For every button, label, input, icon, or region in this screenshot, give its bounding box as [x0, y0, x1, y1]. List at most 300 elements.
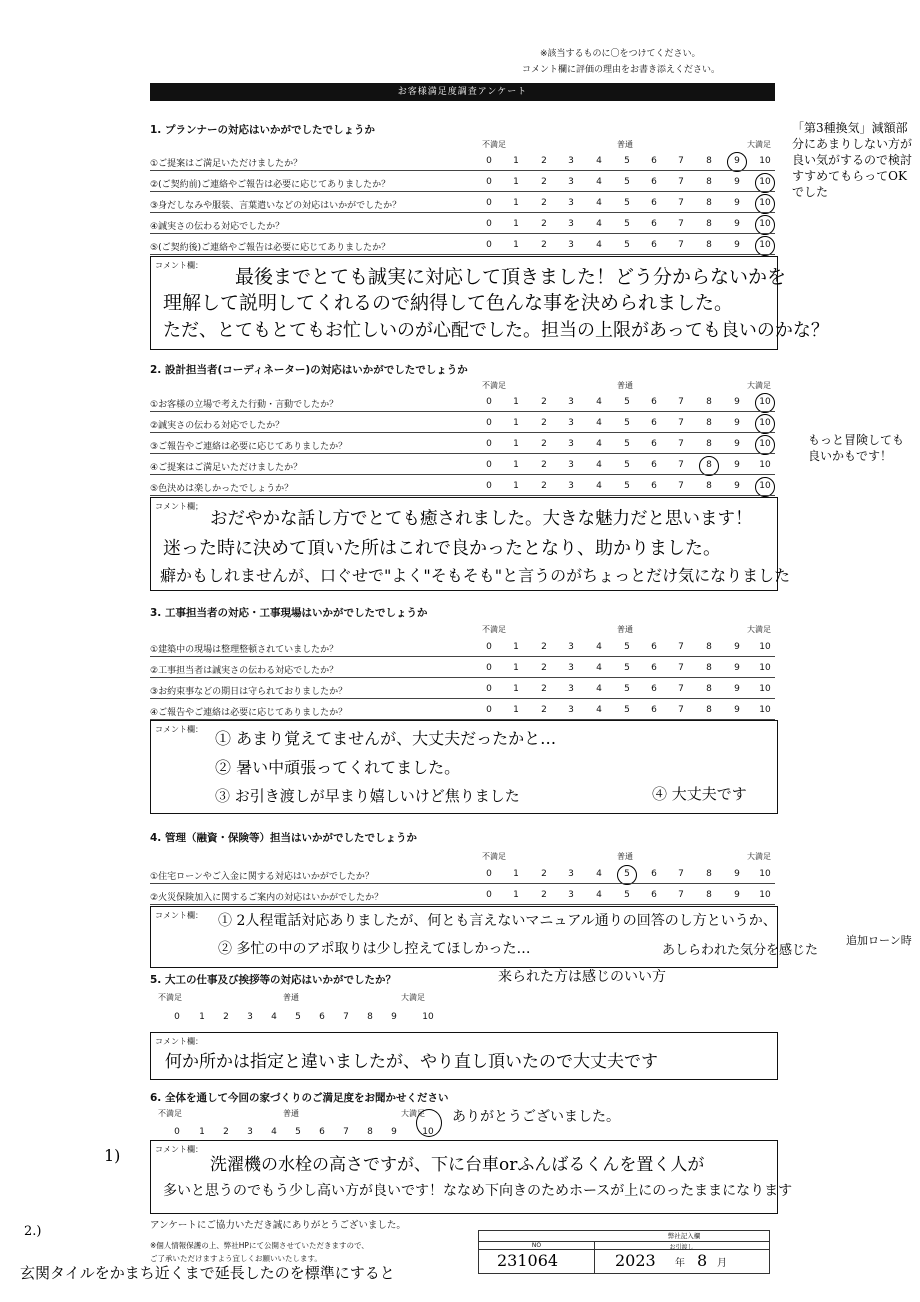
rating-option-10[interactable]: 10 — [422, 1127, 434, 1137]
scale-mid-label: 普通 — [617, 381, 633, 390]
rating-option-0[interactable]: 0 — [174, 1127, 180, 1137]
rating-option-3[interactable]: 3 — [568, 177, 574, 187]
rating-option-1[interactable]: 1 — [513, 684, 519, 694]
rating-option-5[interactable]: 5 — [624, 177, 630, 187]
rating-option-1[interactable]: 1 — [513, 418, 519, 428]
header-note-2: コメント欄に評価の理由をお書き添えください。 — [522, 65, 721, 75]
rating-option-3[interactable]: 3 — [568, 240, 574, 250]
rating-option-9[interactable]: 9 — [734, 439, 740, 449]
rating-option-2[interactable]: 2 — [541, 198, 547, 208]
section-2-title: 2. 設計担当者(コーディネーター)の対応はいかがでしたでしょうか — [150, 364, 468, 376]
section-4-comment-line-3: あしらわれた気分を感じた — [662, 943, 819, 958]
rating-option-4[interactable]: 4 — [596, 890, 602, 900]
rating-option-3[interactable]: 3 — [247, 1012, 253, 1022]
footer-thanks: アンケートにご協力いただき誠にありがとうございました。 — [150, 1220, 406, 1231]
rating-option-10[interactable]: 10 — [759, 156, 771, 166]
rating-option-7[interactable]: 7 — [678, 418, 684, 428]
rating-option-9[interactable]: 9 — [734, 156, 740, 166]
section-3-comment-line-1: ① あまり覚えてませんが、大丈夫だったかと… — [215, 729, 557, 748]
section-1-title: 1. プランナーの対応はいかがでしたでしょうか — [150, 124, 375, 136]
rating-option-1[interactable]: 1 — [199, 1127, 205, 1137]
rating-option-9[interactable]: 9 — [734, 481, 740, 491]
rating-option-4[interactable]: 4 — [596, 481, 602, 491]
comment-label: コメント欄： — [155, 725, 203, 734]
scale-mid-label: 普通 — [617, 140, 633, 149]
question-label: ①お客様の立場で考えた行動・言動でしたか？ — [150, 400, 339, 410]
rating-option-7[interactable]: 7 — [678, 156, 684, 166]
rating-option-7[interactable]: 7 — [678, 397, 684, 407]
rating-option-0[interactable]: 0 — [486, 663, 492, 673]
selected-rating-circle — [416, 1109, 442, 1137]
question-label: ②火災保険加入に関するご案内の対応はいかがでしたか？ — [150, 893, 384, 903]
section-1-comment-line-2: 理解して説明してくれるので納得して色んな事を決められました。 — [163, 292, 734, 314]
handover-label: お引渡し — [669, 1244, 694, 1251]
rating-option-6[interactable]: 6 — [651, 890, 657, 900]
rating-option-10[interactable]: 10 — [422, 1012, 434, 1022]
rating-option-0[interactable]: 0 — [486, 481, 492, 491]
rating-option-1[interactable]: 1 — [513, 869, 519, 879]
rating-option-8[interactable]: 8 — [706, 869, 712, 879]
section-4-title: 4. 管理（融資・保険等）担当はいかがでしたでしょうか — [150, 832, 417, 844]
rating-option-2[interactable]: 2 — [541, 177, 547, 187]
footer-privacy-1: ※個人情報保護の上、弊社HPにて公開させていただきますので、 — [150, 1241, 369, 1250]
rating-option-7[interactable]: 7 — [678, 177, 684, 187]
rating-option-4[interactable]: 4 — [596, 439, 602, 449]
rating-option-10[interactable]: 10 — [759, 890, 771, 900]
rating-option-0[interactable]: 0 — [486, 642, 492, 652]
rating-option-3[interactable]: 3 — [568, 198, 574, 208]
rating-option-1[interactable]: 1 — [199, 1012, 205, 1022]
rating-option-7[interactable]: 7 — [343, 1127, 349, 1137]
rating-option-2[interactable]: 2 — [541, 890, 547, 900]
rating-option-2[interactable]: 2 — [541, 219, 547, 229]
rating-option-2[interactable]: 2 — [541, 460, 547, 470]
scale-high-label: 大満足 — [401, 1109, 425, 1118]
rating-option-3[interactable]: 3 — [568, 663, 574, 673]
scale-high-label: 大満足 — [747, 140, 771, 149]
row-divider — [150, 233, 775, 234]
rating-option-4[interactable]: 4 — [271, 1127, 277, 1137]
scale-high-label: 大満足 — [747, 852, 771, 861]
rating-option-0[interactable]: 0 — [486, 219, 492, 229]
rating-option-1[interactable]: 1 — [513, 481, 519, 491]
rating-option-5[interactable]: 5 — [295, 1012, 301, 1022]
rating-option-0[interactable]: 0 — [486, 156, 492, 166]
row-divider — [150, 883, 775, 884]
rating-option-4[interactable]: 4 — [596, 219, 602, 229]
rating-option-6[interactable]: 6 — [319, 1127, 325, 1137]
rating-option-8[interactable]: 8 — [706, 705, 712, 715]
scale-low-label: 不満足 — [158, 1109, 182, 1118]
scale-mid-label: 普通 — [283, 1109, 299, 1118]
rating-option-1[interactable]: 1 — [513, 198, 519, 208]
rating-option-5[interactable]: 5 — [624, 663, 630, 673]
rating-option-7[interactable]: 7 — [678, 481, 684, 491]
rating-option-2[interactable]: 2 — [541, 397, 547, 407]
rating-option-6[interactable]: 6 — [651, 418, 657, 428]
row-divider — [150, 254, 775, 255]
rating-option-9[interactable]: 9 — [734, 705, 740, 715]
office-use-box — [478, 1230, 770, 1274]
question-label: ②誠実さの伝わる対応でしたか？ — [150, 421, 285, 431]
handover-month: 8 — [697, 1251, 708, 1270]
survey-title: お客様満足度調査アンケート — [150, 83, 775, 101]
rating-option-1[interactable]: 1 — [513, 642, 519, 652]
rating-option-6[interactable]: 6 — [651, 481, 657, 491]
rating-option-3[interactable]: 3 — [568, 460, 574, 470]
question-label: ②(ご契約前)ご連絡やご報告は必要に応じてありましたか？ — [150, 180, 391, 190]
rating-option-4[interactable]: 4 — [596, 418, 602, 428]
rating-option-4[interactable]: 4 — [596, 705, 602, 715]
rating-option-6[interactable]: 6 — [651, 869, 657, 879]
rating-option-3[interactable]: 3 — [568, 481, 574, 491]
rating-option-4[interactable]: 4 — [596, 198, 602, 208]
rating-option-3[interactable]: 3 — [568, 156, 574, 166]
rating-option-4[interactable]: 4 — [596, 663, 602, 673]
rating-option-10[interactable]: 10 — [759, 397, 771, 407]
rating-option-4[interactable]: 4 — [596, 642, 602, 652]
rating-option-9[interactable]: 9 — [734, 240, 740, 250]
rating-option-9[interactable]: 9 — [391, 1012, 397, 1022]
rating-option-5[interactable]: 5 — [624, 481, 630, 491]
rating-option-5[interactable]: 5 — [624, 684, 630, 694]
rating-option-0[interactable]: 0 — [486, 198, 492, 208]
rating-option-10[interactable]: 10 — [759, 642, 771, 652]
section-4-comment-line-5: 来られた方は感じのいい方 — [498, 969, 666, 985]
selected-rating-circle — [617, 865, 637, 885]
rating-option-10[interactable]: 10 — [759, 177, 771, 187]
rating-option-2[interactable]: 2 — [541, 240, 547, 250]
rating-option-8[interactable]: 8 — [706, 198, 712, 208]
section-2-side-note: もっと冒険しても良いかもです！ — [808, 433, 905, 463]
scale-low-label: 不満足 — [482, 381, 506, 390]
rating-option-8[interactable]: 8 — [706, 156, 712, 166]
rating-option-9[interactable]: 9 — [734, 198, 740, 208]
rating-option-5[interactable]: 5 — [624, 219, 630, 229]
rating-option-5[interactable]: 5 — [295, 1127, 301, 1137]
rating-option-7[interactable]: 7 — [678, 663, 684, 673]
rating-option-3[interactable]: 3 — [568, 890, 574, 900]
rating-option-10[interactable]: 10 — [759, 684, 771, 694]
rating-option-3[interactable]: 3 — [568, 684, 574, 694]
rating-option-1[interactable]: 1 — [513, 240, 519, 250]
comment-label: コメント欄： — [155, 911, 203, 920]
no-value: 231064 — [497, 1251, 559, 1270]
rating-option-7[interactable]: 7 — [678, 684, 684, 694]
question-label: ②工事担当者は誠実さの伝わる対応でしたか？ — [150, 666, 339, 676]
question-label: ①住宅ローンやご入金に関する対応はいかがでしたか？ — [150, 872, 374, 882]
rating-option-10[interactable]: 10 — [759, 439, 771, 449]
scale-high-label: 大満足 — [401, 993, 425, 1002]
rating-option-7[interactable]: 7 — [678, 705, 684, 715]
rating-option-6[interactable]: 6 — [651, 240, 657, 250]
section-1-comment-line-1: 最後までとても誠実に対応して頂きました！どう分からないかを — [235, 266, 787, 288]
rating-option-9[interactable]: 9 — [734, 663, 740, 673]
rating-option-8[interactable]: 8 — [367, 1127, 373, 1137]
scale-low-label: 不満足 — [158, 993, 182, 1002]
section-1-comment-line-3: ただ、とてもとてもお忙しいのが心配でした。担当の上限があっても良いのかな？ — [163, 320, 829, 341]
rating-option-3[interactable]: 3 — [568, 397, 574, 407]
rating-option-5[interactable]: 5 — [624, 156, 630, 166]
scale-high-label: 大満足 — [747, 625, 771, 634]
rating-option-3[interactable]: 3 — [568, 642, 574, 652]
footer-privacy-2: ご了承いただけますよう宜しくお願いいたします。 — [150, 1254, 322, 1263]
rating-option-9[interactable]: 9 — [391, 1127, 397, 1137]
rating-option-6[interactable]: 6 — [651, 642, 657, 652]
rating-option-5[interactable]: 5 — [624, 705, 630, 715]
comment-label: コメント欄： — [155, 1145, 203, 1154]
section-6-comment-line-2: 多いと思うのでもう少し高い方が良いです！ななめ下向きのためホースが上にのったままになります — [163, 1183, 793, 1199]
rating-option-8[interactable]: 8 — [706, 663, 712, 673]
section-3-comment-line-3: ③ お引き渡しが早まり嬉しいけど焦りました — [215, 787, 520, 805]
rating-option-1[interactable]: 1 — [513, 177, 519, 187]
rating-option-5[interactable]: 5 — [624, 397, 630, 407]
rating-option-8[interactable]: 8 — [706, 177, 712, 187]
rating-option-2[interactable]: 2 — [541, 663, 547, 673]
rating-option-8[interactable]: 8 — [706, 219, 712, 229]
row-divider — [150, 212, 775, 213]
rating-option-8[interactable]: 8 — [706, 642, 712, 652]
rating-option-6[interactable]: 6 — [651, 684, 657, 694]
rating-option-6[interactable]: 6 — [651, 177, 657, 187]
rating-option-0[interactable]: 0 — [486, 240, 492, 250]
rating-option-6[interactable]: 6 — [651, 663, 657, 673]
section-6-comment-line-1: 洗濯機の水栓の高さですが、下に台車orふんばるくんを置く人が — [210, 1155, 705, 1175]
rating-option-7[interactable]: 7 — [678, 219, 684, 229]
rating-option-1[interactable]: 1 — [513, 397, 519, 407]
rating-option-5[interactable]: 5 — [624, 439, 630, 449]
rating-option-4[interactable]: 4 — [596, 684, 602, 694]
row-divider — [150, 453, 775, 454]
rating-option-10[interactable]: 10 — [759, 481, 771, 491]
section-3-comment-line-2: ② 暑い中頑張ってくれてました。 — [215, 758, 461, 777]
rating-option-0[interactable]: 0 — [486, 397, 492, 407]
handover-year: 2023 — [615, 1251, 656, 1270]
scale-mid-label: 普通 — [617, 852, 633, 861]
rating-option-7[interactable]: 7 — [678, 869, 684, 879]
rating-option-7[interactable]: 7 — [343, 1012, 349, 1022]
selected-rating-circle — [755, 215, 775, 235]
rating-option-8[interactable]: 8 — [706, 684, 712, 694]
row-divider — [150, 656, 775, 657]
rating-option-9[interactable]: 9 — [734, 460, 740, 470]
rating-option-5[interactable]: 5 — [624, 198, 630, 208]
rating-option-10[interactable]: 10 — [759, 198, 771, 208]
rating-option-5[interactable]: 5 — [624, 869, 630, 879]
header-note-1: ※該当するものに〇をつけてください。 — [540, 49, 701, 59]
rating-option-0[interactable]: 0 — [486, 684, 492, 694]
selected-rating-circle — [755, 393, 775, 413]
section-4-comment-line-4: 追加ローン時 — [846, 934, 912, 947]
rating-option-7[interactable]: 7 — [678, 460, 684, 470]
rating-option-8[interactable]: 8 — [706, 481, 712, 491]
rating-option-3[interactable]: 3 — [247, 1127, 253, 1137]
rating-option-9[interactable]: 9 — [734, 869, 740, 879]
section-4-comment-line-1: ① 2人程電話対応ありましたが、何とも言えないマニュアル通りの回答のし方というか、 — [218, 913, 777, 929]
rating-option-8[interactable]: 8 — [367, 1012, 373, 1022]
rating-option-6[interactable]: 6 — [651, 198, 657, 208]
rating-option-9[interactable]: 9 — [734, 397, 740, 407]
row-divider — [150, 191, 775, 192]
rating-option-0[interactable]: 0 — [486, 177, 492, 187]
rating-option-10[interactable]: 10 — [759, 219, 771, 229]
section-3-title: 3. 工事担当者の対応・工事現場はいかがでしたでしょうか — [150, 607, 428, 619]
rating-option-5[interactable]: 5 — [624, 890, 630, 900]
rating-option-4[interactable]: 4 — [596, 460, 602, 470]
rating-option-9[interactable]: 9 — [734, 219, 740, 229]
rating-option-0[interactable]: 0 — [486, 439, 492, 449]
rating-option-1[interactable]: 1 — [513, 439, 519, 449]
rating-option-8[interactable]: 8 — [706, 890, 712, 900]
rating-option-7[interactable]: 7 — [678, 642, 684, 652]
rating-option-3[interactable]: 3 — [568, 418, 574, 428]
rating-option-6[interactable]: 6 — [319, 1012, 325, 1022]
row-divider — [150, 495, 775, 496]
section-5-comment-line-1: 何か所かは指定と違いましたが、やり直し頂いたので大丈夫です — [165, 1052, 658, 1072]
rating-option-9[interactable]: 9 — [734, 684, 740, 694]
question-label: ③お約束事などの期日は守られておりましたか？ — [150, 687, 348, 697]
section-2-comment-line-1: おだやかな話し方でとても癒されました。大きな魅力だと思います！ — [210, 509, 753, 529]
rating-option-10[interactable]: 10 — [759, 705, 771, 715]
rating-option-4[interactable]: 4 — [596, 240, 602, 250]
section-6-mark-2: 2.) — [24, 1224, 42, 1239]
rating-option-9[interactable]: 9 — [734, 177, 740, 187]
section-5-title: 5. 大工の仕事及び挨拶等の対応はいかがでしたか？ — [150, 974, 396, 986]
rating-option-4[interactable]: 4 — [596, 397, 602, 407]
section-4-comment-line-2: ② 多忙の中のアポ取りは少し控えてほしかった… — [218, 941, 531, 957]
section-6-title: 6. 全体を通して今回の家づくりのご満足度をお聞かせください — [150, 1092, 449, 1104]
rating-option-2[interactable]: 2 — [541, 418, 547, 428]
row-divider — [150, 411, 775, 412]
rating-option-4[interactable]: 4 — [271, 1012, 277, 1022]
row-divider — [150, 170, 775, 171]
rating-option-0[interactable]: 0 — [486, 705, 492, 715]
rating-option-1[interactable]: 1 — [513, 460, 519, 470]
rating-option-2[interactable]: 2 — [223, 1012, 229, 1022]
row-divider — [150, 904, 775, 905]
rating-option-7[interactable]: 7 — [678, 890, 684, 900]
question-label: ⑤(ご契約後)ご連絡やご報告は必要に応じてありましたか？ — [150, 243, 391, 253]
rating-option-0[interactable]: 0 — [486, 890, 492, 900]
scale-low-label: 不満足 — [482, 140, 506, 149]
rating-option-1[interactable]: 1 — [513, 219, 519, 229]
rating-option-8[interactable]: 8 — [706, 418, 712, 428]
rating-option-8[interactable]: 8 — [706, 439, 712, 449]
row-divider — [150, 432, 775, 433]
rating-option-6[interactable]: 6 — [651, 705, 657, 715]
question-label: ④誠実さの伝わる対応でしたか？ — [150, 222, 285, 232]
section-2-comment-line-2: 迷った時に決めて頂いた所はこれで良かったとなり、助かりました。 — [163, 538, 721, 559]
section-6-answer-note: ありがとうございました。 — [452, 1109, 620, 1125]
rating-option-0[interactable]: 0 — [174, 1012, 180, 1022]
scale-high-label: 大満足 — [747, 381, 771, 390]
comment-label: コメント欄： — [155, 1037, 203, 1046]
rating-option-4[interactable]: 4 — [596, 177, 602, 187]
selected-rating-circle — [755, 435, 775, 455]
selected-rating-circle — [755, 236, 775, 256]
selected-rating-circle — [755, 477, 775, 497]
rating-option-10[interactable]: 10 — [759, 869, 771, 879]
rating-option-2[interactable]: 2 — [541, 705, 547, 715]
rating-option-10[interactable]: 10 — [759, 663, 771, 673]
scale-low-label: 不満足 — [482, 852, 506, 861]
rating-option-4[interactable]: 4 — [596, 869, 602, 879]
rating-option-0[interactable]: 0 — [486, 460, 492, 470]
rating-option-1[interactable]: 1 — [513, 705, 519, 715]
rating-option-10[interactable]: 10 — [759, 240, 771, 250]
question-label: ①ご提案はご満足いただけましたか？ — [150, 159, 303, 169]
section-1-side-note: 「第3種換気」減額部分にあまりしない方が良い気がするので検討すすめてもらってOKでした — [792, 121, 913, 199]
rating-option-2[interactable]: 2 — [223, 1127, 229, 1137]
rating-option-7[interactable]: 7 — [678, 240, 684, 250]
scale-mid-label: 普通 — [617, 625, 633, 634]
rating-option-3[interactable]: 3 — [568, 219, 574, 229]
rating-option-6[interactable]: 6 — [651, 460, 657, 470]
rating-option-9[interactable]: 9 — [734, 418, 740, 428]
rating-option-8[interactable]: 8 — [706, 240, 712, 250]
rating-option-2[interactable]: 2 — [541, 481, 547, 491]
rating-option-5[interactable]: 5 — [624, 418, 630, 428]
rating-option-5[interactable]: 5 — [624, 460, 630, 470]
rating-option-5[interactable]: 5 — [624, 240, 630, 250]
rating-option-2[interactable]: 2 — [541, 869, 547, 879]
section-6-mark-1: 1) — [104, 1146, 121, 1165]
office-use-label: 弊社記入欄 — [667, 1232, 701, 1240]
question-label: ⑤色決めは楽しかったでしょうか？ — [150, 484, 294, 494]
selected-rating-circle — [699, 456, 719, 476]
rating-option-6[interactable]: 6 — [651, 439, 657, 449]
rating-option-3[interactable]: 3 — [568, 439, 574, 449]
question-label: ④ご提案はご満足いただけましたか？ — [150, 463, 303, 473]
rating-option-8[interactable]: 8 — [706, 460, 712, 470]
rating-option-9[interactable]: 9 — [734, 642, 740, 652]
question-label: ③ご報告やご連絡は必要に応じてありましたか？ — [150, 442, 348, 452]
no-label: NO — [531, 1242, 542, 1249]
rating-option-0[interactable]: 0 — [486, 418, 492, 428]
rating-option-7[interactable]: 7 — [678, 198, 684, 208]
comment-label: コメント欄： — [155, 261, 203, 270]
selected-rating-circle — [755, 414, 775, 434]
rating-option-6[interactable]: 6 — [651, 397, 657, 407]
rating-option-1[interactable]: 1 — [513, 663, 519, 673]
rating-option-2[interactable]: 2 — [541, 684, 547, 694]
rating-option-7[interactable]: 7 — [678, 439, 684, 449]
rating-option-6[interactable]: 6 — [651, 219, 657, 229]
rating-option-6[interactable]: 6 — [651, 156, 657, 166]
rating-option-2[interactable]: 2 — [541, 156, 547, 166]
rating-option-10[interactable]: 10 — [759, 460, 771, 470]
rating-option-1[interactable]: 1 — [513, 156, 519, 166]
scale-mid-label: 普通 — [283, 993, 299, 1002]
question-label: ①建築中の現場は整理整頓されていましたか？ — [150, 645, 339, 655]
selected-rating-circle — [755, 173, 775, 193]
selected-rating-circle — [727, 152, 747, 172]
rating-option-5[interactable]: 5 — [624, 642, 630, 652]
rating-option-3[interactable]: 3 — [568, 869, 574, 879]
rating-option-3[interactable]: 3 — [568, 705, 574, 715]
rating-option-4[interactable]: 4 — [596, 156, 602, 166]
rating-option-2[interactable]: 2 — [541, 642, 547, 652]
rating-option-0[interactable]: 0 — [486, 869, 492, 879]
row-divider — [150, 677, 775, 678]
rating-option-2[interactable]: 2 — [541, 439, 547, 449]
rating-option-8[interactable]: 8 — [706, 397, 712, 407]
rating-option-1[interactable]: 1 — [513, 890, 519, 900]
row-divider — [150, 474, 775, 475]
year-unit: 年 — [675, 1258, 685, 1269]
rating-option-9[interactable]: 9 — [734, 890, 740, 900]
rating-option-10[interactable]: 10 — [759, 418, 771, 428]
